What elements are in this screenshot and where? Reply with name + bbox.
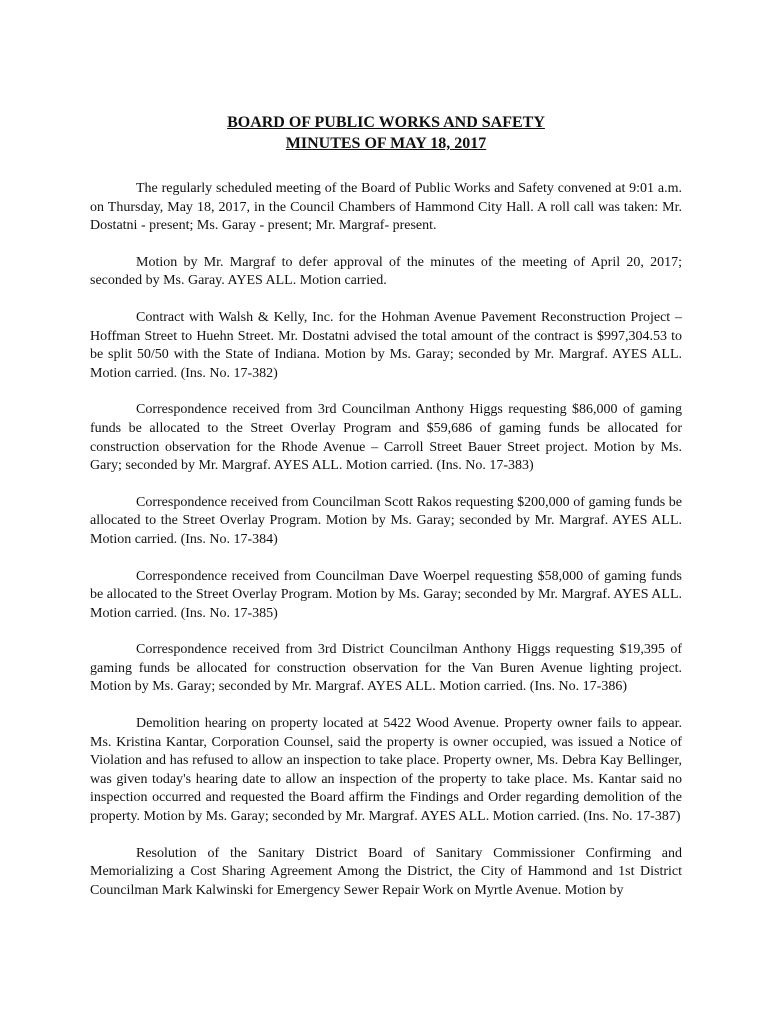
paragraph-walsh-kelly-contract: Contract with Walsh & Kelly, Inc. for the Hohman Avenue Pavement Reconstruction Project – Hoffman Street to Huehn Street. Mr. Dostatni advised the total amount of the contract is $997,304.53 to be split 50/50 with the State of Indiana. Motion by Ms. Garay; seconded by Mr. Margraf. AYES ALL. Motion carried. (Ins. No. 17-382) <box>90 309 682 381</box>
document-header <box>90 112 682 154</box>
document-subtitle: MINUTES OF MAY 18, 2017 <box>285 135 487 152</box>
paragraph-woerpel-correspondence: Correspondence received from Councilman Dave Woerpel requesting $58,000 of gaming funds be allocated to the Street Overlay Program. Motion by Ms. Garay; seconded by Mr. Margraf. AYES ALL. Motion carried. (Ins. No. 17-385) <box>90 568 682 621</box>
paragraph-sanitary-resolution: Resolution of the Sanitary District Board of Sanitary Commissioner Confirming and Memorializing a Cost Sharing Agreement Among the District, the City of Hammond and 1st District Councilman Mark Kalwinski for Emergency Sewer Repair Work on Myrtle Avenue. Motion by <box>90 845 682 898</box>
paragraph-higgs-lighting-correspondence: Correspondence received from 3rd District Councilman Anthony Higgs requesting $19,395 of gaming funds be allocated for construction observation for the Van Buren Avenue lighting project. Motion by Ms. Garay; seconded by Mr. Margraf. AYES ALL. Motion carried. (Ins. No. 17-386) <box>90 642 682 695</box>
paragraph-minutes-deferral: Motion by Mr. Margraf to defer approval of the minutes of the meeting of April 20, 2017; seconded by Ms. Garay. AYES ALL. Motion carried. <box>90 254 682 289</box>
paragraph-higgs-correspondence: Correspondence received from 3rd Councilman Anthony Higgs requesting $86,000 of gaming funds be allocated to the Street Overlay Program and $59,686 of gaming funds be allocated for construction observation for the Rhode Avenue – Carroll Street Bauer Street project. Motion by Ms. Gary; seconded by Mr. Margraf. AYES ALL. Motion carried. (Ins. No. 17-383) <box>90 402 682 474</box>
paragraph-rakos-correspondence: Correspondence received from Councilman Scott Rakos requesting $200,000 of gaming funds be allocated to the Street Overlay Program. Motion by Ms. Garay; seconded by Mr. Margraf. AYES ALL. Motion carried. (Ins. No. 17-384) <box>90 494 682 547</box>
paragraph-call-to-order: The regularly scheduled meeting of the Board of Public Works and Safety convened at 9:01 a.m. on Thursday, May 18, 2017, in the Council Chambers of Hammond City Hall. A roll call was taken: Mr. Dostatni - present; Ms. Garay - present; Mr. Margraf- present. <box>90 181 682 234</box>
document-page <box>90 112 682 918</box>
document-title: BOARD OF PUBLIC WORKS AND SAFETY <box>227 114 545 131</box>
paragraph-demolition-hearing: Demolition hearing on property located at 5422 Wood Avenue. Property owner fails to appear. Ms. Kristina Kantar, Corporation Counsel, said the property is owner occupied, was issued a Notice of Violation and has refused to allow an inspection to take place. Property owner, Ms. Debra Kay Bellinger, was given today's hearing date to allow an inspection of the property to take place. Ms. Kantar said no inspection occurred and requested the Board affirm the Findings and Order regarding demolition of the property. Motion by Ms. Garay; seconded by Mr. Margraf. AYES ALL. Motion carried. (Ins. No. 17-387) <box>90 716 682 825</box>
